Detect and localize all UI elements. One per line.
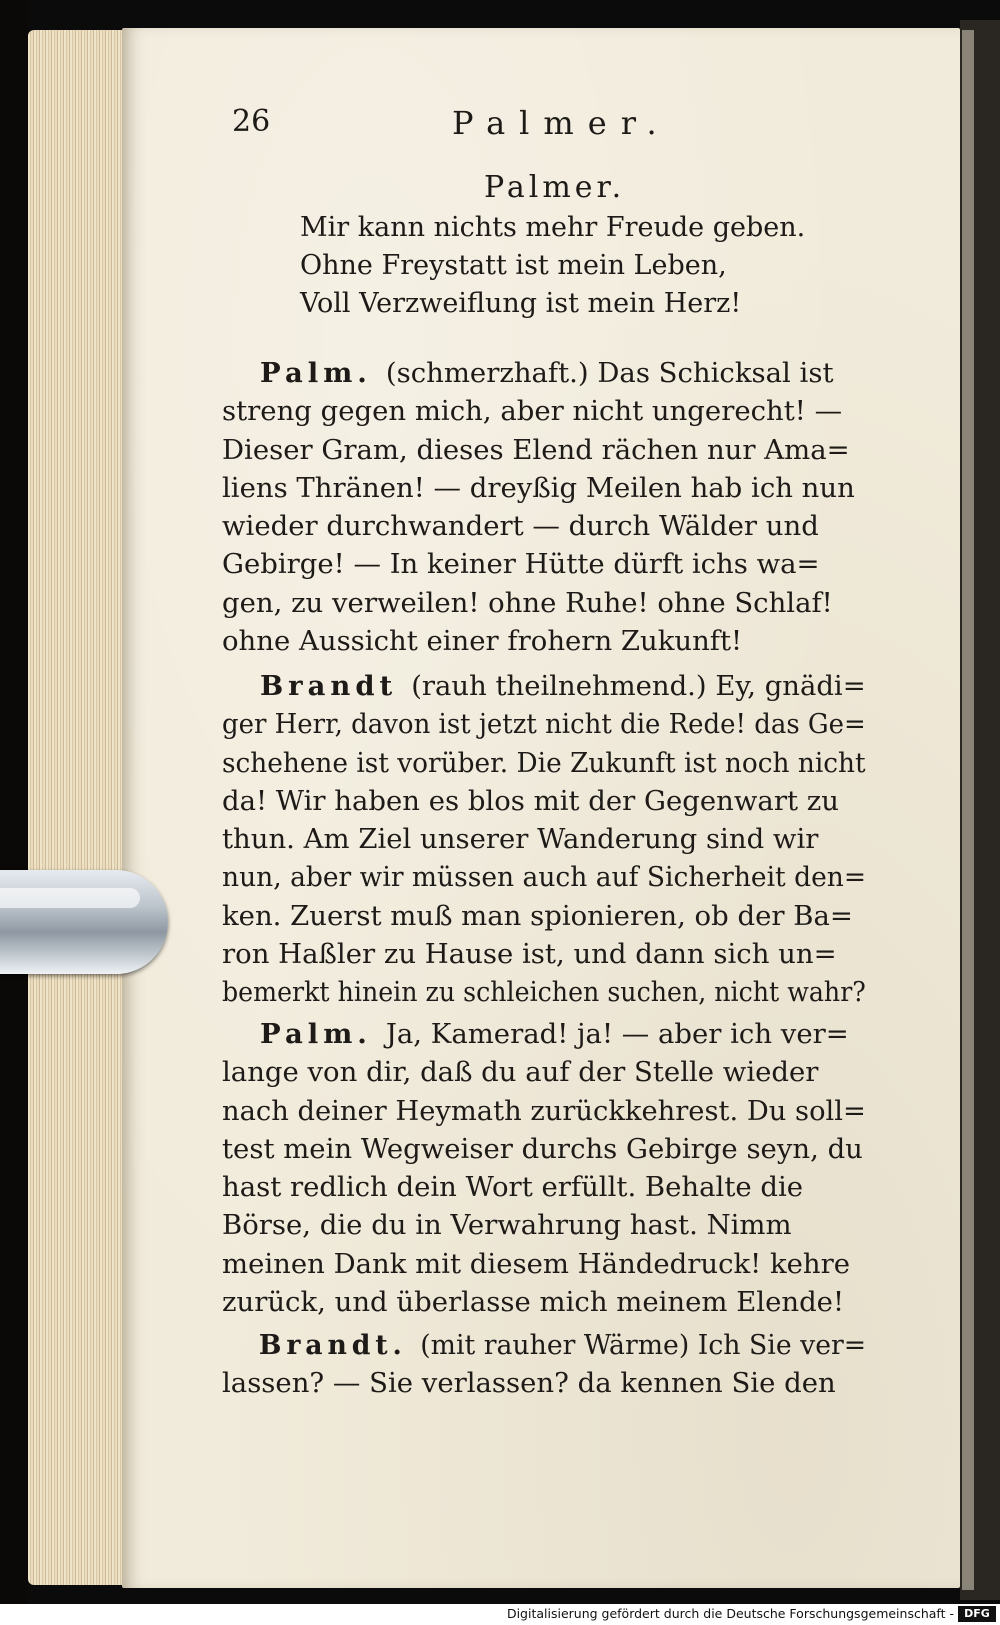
speaker-heading: Palmer. <box>484 170 626 205</box>
speaker-name: Palm. <box>260 1018 372 1050</box>
text-line: ron Haßler zu Hause ist, und dann sich un= <box>222 938 837 971</box>
page-number: 26 <box>232 104 271 139</box>
text-line: thun. Am Ziel unserer Wanderung sind wir <box>222 823 819 856</box>
dialogue-paragraph <box>222 1326 866 1403</box>
text-line: meinen Dank mit diesem Händedruck! kehre <box>222 1247 851 1280</box>
verse-line: Voll Verzweiflung ist mein Herz! <box>300 288 742 319</box>
footer-credit: Digitalisierung gefördert durch die Deutsche Forschungsgemeinschaft - <box>506 1606 954 1621</box>
text-line: (mit rauher Wärme) Ich Sie ver= <box>420 1329 867 1361</box>
text-line: (schmerzhaft.) Das Schicksal ist <box>385 357 834 389</box>
speaker-name: Palm. <box>260 357 372 389</box>
speaker-name: Brandt <box>259 670 398 702</box>
text-line: lange von dir, daß du auf der Stelle wieder <box>222 1056 819 1089</box>
footer-bar <box>0 1604 1000 1625</box>
text-line: Börse, die du in Verwahrung hast. Nimm <box>222 1209 792 1242</box>
text-line: Ja, Kamerad! ja! — aber ich ver= <box>385 1018 849 1050</box>
text-line: Gebirge! — In keiner Hütte dürft ichs wa= <box>222 548 820 581</box>
text-line: nach deiner Heymath zurückkehrest. Du soll= <box>222 1094 866 1127</box>
dfg-logo: DFG <box>958 1606 996 1622</box>
text-line: zurück, und überlasse mich meinem Elende! <box>222 1286 844 1319</box>
text-line: schehene ist vorüber. Die Zukunft ist noch nicht <box>222 746 866 779</box>
text-line: hast redlich dein Wort erfüllt. Behalte die <box>222 1171 804 1204</box>
next-page-edge <box>962 30 974 1590</box>
text-line: wieder durchwandert — durch Wälder und <box>222 510 819 543</box>
text-line: Dieser Gram, dieses Elend rächen nur Ama= <box>222 433 850 466</box>
page-holder-clip <box>0 870 168 974</box>
running-head: Palmer. <box>452 104 671 142</box>
text-line: da! Wir haben es blos mit der Gegenwart zu <box>222 784 839 817</box>
text-line: lassen? — Sie verlassen? da kennen Sie den <box>222 1367 836 1400</box>
page-stack-edge <box>28 30 128 1585</box>
text-line: test mein Wegweiser durchs Gebirge seyn, du <box>222 1132 863 1165</box>
text-line: liens Thränen! — dreyßig Meilen hab ich nun <box>222 471 855 504</box>
text-line: ohne Aussicht einer frohern Zukunft! <box>222 625 743 658</box>
dialogue-paragraph <box>222 354 866 660</box>
scan-border-left <box>0 0 28 1625</box>
verse-line: Mir kann nichts mehr Freude geben. <box>300 212 806 243</box>
verse-line: Ohne Freystatt ist mein Leben, <box>300 250 727 281</box>
dialogue-paragraph <box>222 667 866 1012</box>
text-line: ger Herr, davon ist jetzt nicht die Rede! das Ge= <box>222 708 866 741</box>
text-line: bemerkt hinein zu schleichen suchen, nicht wahr? <box>222 976 866 1009</box>
text-line: nun, aber wir müssen auch auf Sicherheit den= <box>222 861 867 894</box>
text-line: ken. Zuerst muß man spionieren, ob der Ba= <box>222 899 853 932</box>
speaker-name: Brandt. <box>258 1329 407 1361</box>
text-line: gen, zu verweilen! ohne Ruhe! ohne Schlaf! <box>222 586 833 619</box>
text-line: (rauh theilnehmend.) Ey, gnädi= <box>411 670 866 702</box>
text-line: streng gegen mich, aber nicht ungerecht! — <box>222 395 843 428</box>
dialogue-paragraph <box>222 1015 866 1321</box>
